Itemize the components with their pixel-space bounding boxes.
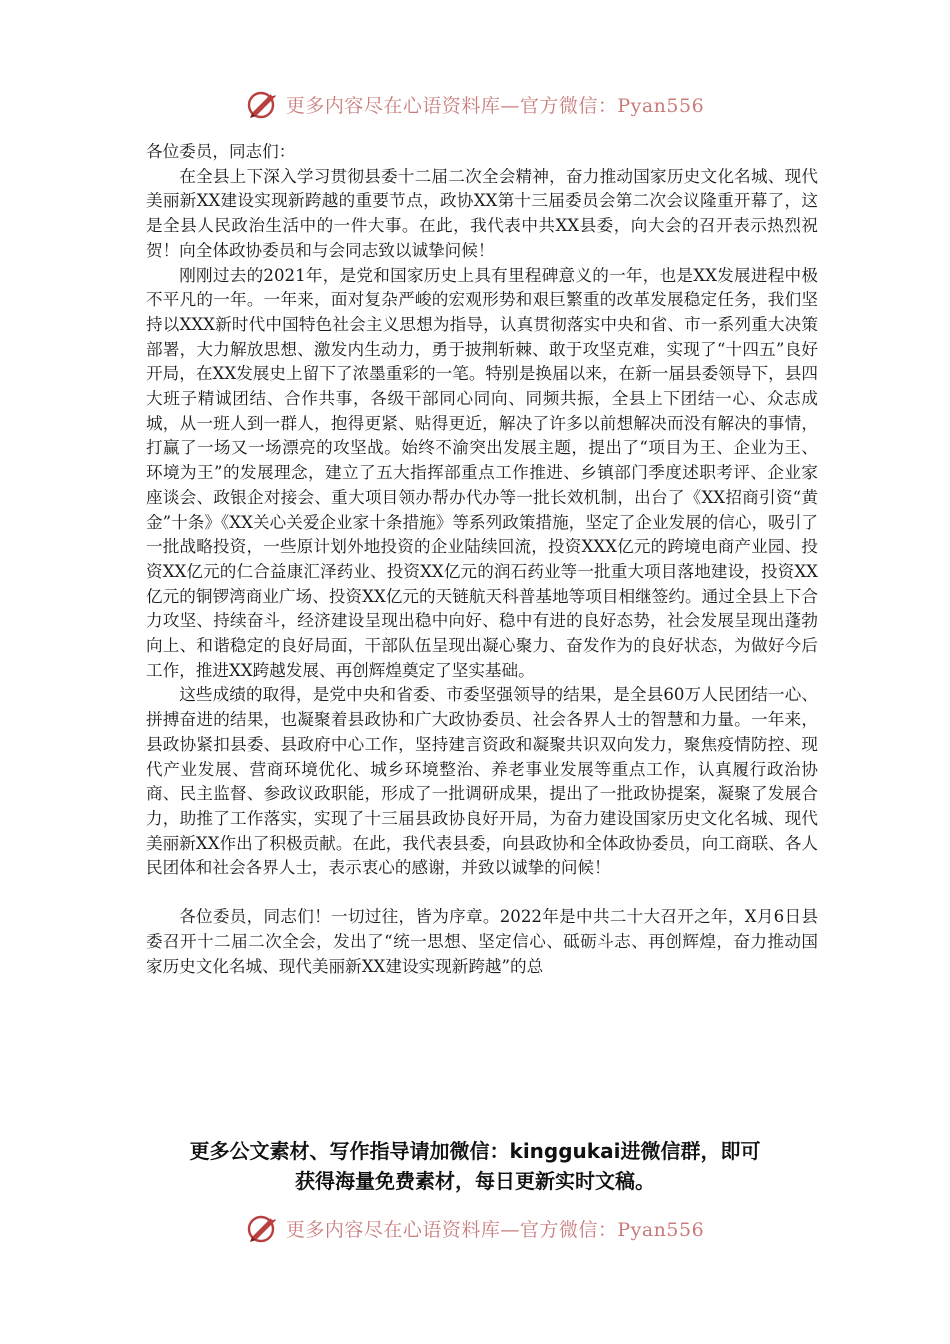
paragraph-opening: 在全县上下深入学习贯彻县委十二届二次全会精神，奋力推动国家历史文化名城、现代美丽新XX建设实现新跨越的重要节点，政协XX第十三届委员会第二次会议隆重开幕了，这是全县人民政治生活中的一件大事。在此，我代表中共XX县委，向大会的召开表示热烈祝贺！向全体政协委员和与会同志致以诚挚问候！ — [146, 166, 818, 260]
promo-notice — [130, 1136, 820, 1196]
watermark-text: 更多内容尽在心语资料库—官方微信：Pyan556 — [285, 1218, 705, 1241]
pen-logo-icon — [246, 87, 280, 121]
document-body — [146, 140, 818, 979]
watermark-text: 更多内容尽在心语资料库—官方微信：Pyan556 — [285, 94, 705, 117]
paragraph-outlook: 各位委员，同志们！一切过往，皆为序章。2022年是中共二十大召开之年，X月6日县委召开十二届二次全会，发出了“统一思想、坚定信心、砥砺斗志、再创辉煌，奋力推动国家历史文化名城、现代美丽新XX建设实现新跨越”的总 — [146, 907, 818, 976]
salutation: 各位委员，同志们： — [146, 142, 296, 161]
paragraph-gap — [146, 881, 818, 905]
watermark-header — [0, 84, 950, 124]
paragraph-thanks: 这些成绩的取得，是党中央和省委、市委坚强领导的结果，是全县60万人民团结一心、拼搏奋进的结果，也凝聚着县政协和广大政协委员、社会各界人士的智慧和力量。一年来，县政协紧扣县委、县政府中心工作，坚持建言资政和凝聚共识双向发力，聚焦疫情防控、现代产业发展、营商环境优化、城乡环境整治、养老事业发展等重点工作，认真履行政治协商、民主监督、参政议政职能，形成了一批调研成果，提出了一批政协提案，凝聚了发展合力，助推了工作落实，实现了十三届县政协良好开局，为奋力建设国家历史文化名城、现代美丽新XX作出了积极贡献。在此，我代表县委，向县政协和全体政协委员，向工商联、各人民团体和社会各界人士，表示衷心的感谢，并致以诚挚的问候！ — [146, 685, 818, 878]
paragraph-achievements: 刚刚过去的2021年，是党和国家历史上具有里程碑意义的一年，也是XX发展进程中极不平凡的一年。一年来，面对复杂严峻的宏观形势和艰巨繁重的改革发展稳定任务，我们坚持以XXX新时代中国特色社会主义思想为指导，认真贯彻落实中央和省、市一系列重大决策部署，大力解放思想、激发内生动力，勇于披荆斩棘、敢于攻坚克难，实现了“十四五”良好开局，在XX发展史上留下了浓墨重彩的一笔。特别是换届以来，在新一届县委领导下，县四大班子精诚团结、合作共事，各级干部同心同向、同频共振，全县上下团结一心、众志成城，从一班人到一群人，抱得更紧、贴得更近，解决了许多以前想解决而没有解决的事情，打赢了一场又一场漂亮的攻坚战。始终不渝突出发展主题，提出了“项目为王、企业为王、环境为王”的发展理念，建立了五大指挥部重点工作推进、乡镇部门季度述职考评、企业家座谈会、政银企对接会、重大项目领办帮办代办等一批长效机制，出台了《XX招商引资“黄金”十条》《XX关心关爱企业家十条措施》等系列政策措施，坚定了企业发展的信心，吸引了一批战略投资，一些原计划外地投资的企业陆续回流，投资XXX亿元的跨境电商产业园、投资XX亿元的仁合益康汇泽药业、投资XX亿元的润石药业等一批重大项目落地建设，投资XX亿元的铜锣湾商业广场、投资XX亿元的天链航天科普基地等项目相继签约。通过全县上下合力攻坚、持续奋斗，经济建设呈现出稳中向好、稳中有进的良好态势，社会发展呈现出蓬勃向上、和谐稳定的良好局面，干部队伍呈现出凝心聚力、奋发作为的良好状态，为做好今后工作，推进XX跨越发展、再创辉煌奠定了坚实基础。 — [146, 265, 818, 680]
promo-line-1: 更多公文素材、写作指导请加微信：kinggukai进微信群，即可 — [189, 1139, 761, 1163]
promo-line-2: 获得海量免费素材，每日更新实时文稿。 — [295, 1169, 655, 1193]
watermark-footer — [0, 1208, 950, 1248]
pen-logo-icon — [246, 1211, 280, 1245]
